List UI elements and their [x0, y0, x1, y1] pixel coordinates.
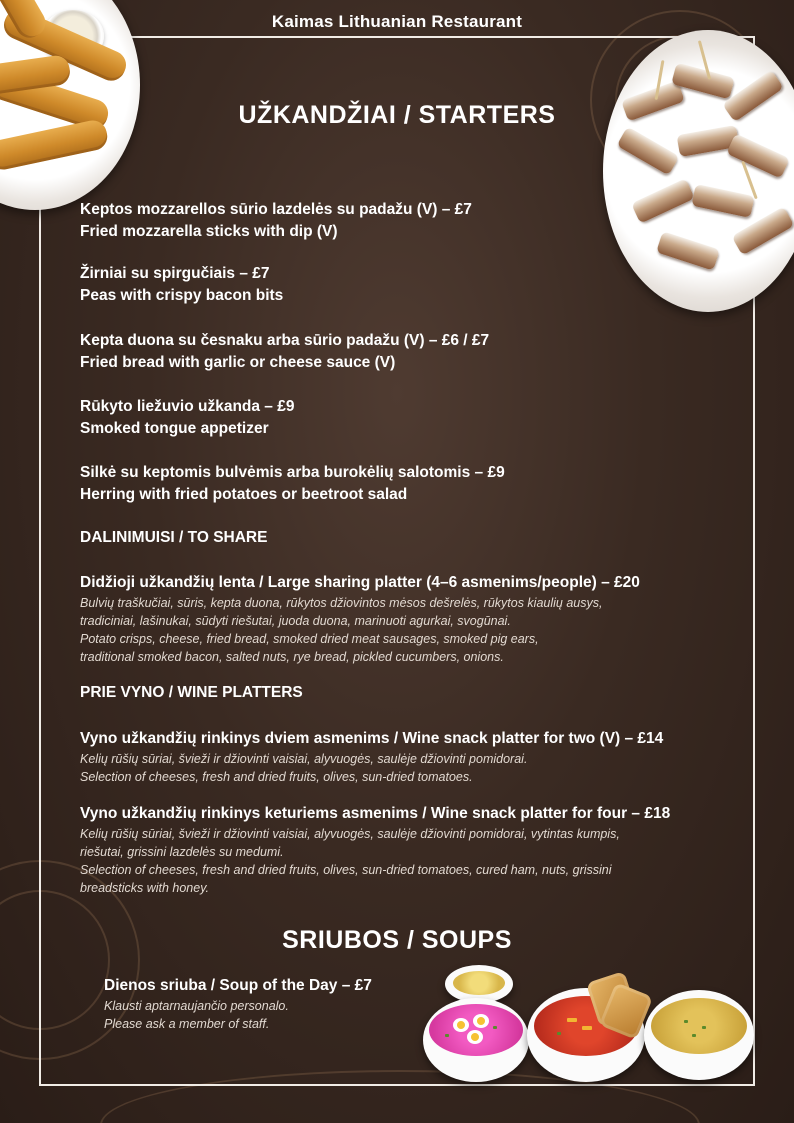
pink-beetroot-soup-image: [423, 998, 529, 1082]
starter-item: [80, 199, 760, 243]
wine-heading: PRIE VYNO / WINE PLATTERS: [80, 684, 303, 701]
sharing-heading: DALINIMUISI / TO SHARE: [80, 529, 268, 546]
starter-item-en: Smoked tongue appetizer: [80, 420, 269, 437]
sharing-item-desc-line: tradiciniai, lašinukai, sūdyti riešutai, juoda duona, marinuoti agurkai, svogūnai.: [80, 614, 511, 628]
starter-item: [80, 263, 760, 307]
sharing-item: [80, 572, 760, 666]
sharing-item-desc-line: Bulvių traškučiai, sūris, kepta duona, rūkytos džiovintos mėsos dešrelės, rūkytos kiaulių ausys,: [80, 596, 603, 610]
starter-item: [80, 462, 760, 506]
wine-item-desc-line: Selection of cheeses, fresh and dried fruits, olives, sun-dried tomatoes.: [80, 770, 473, 784]
sharing-item-desc-line: traditional smoked bacon, salted nuts, rye bread, pickled cucumbers, onions.: [80, 650, 504, 664]
tongue-slice: [617, 126, 680, 175]
tongue-slice: [726, 133, 790, 178]
potatoes: [453, 971, 505, 995]
herb: [702, 1026, 706, 1029]
starter-item-lt: Silkė su keptomis bulvėmis arba burokėlių salotomis – £9: [80, 464, 505, 481]
wine-item-desc-line: Kelių rūšių sūriai, švieži ir džiovinti vaisiai, alyvuogės, saulėje džiovinti pomidorai.: [80, 752, 528, 766]
herb: [567, 1018, 577, 1022]
starter-item: [80, 396, 760, 440]
pea-soup-image: [644, 990, 754, 1080]
soup-item: [104, 975, 434, 1033]
starter-item-en: Fried bread with garlic or cheese sauce (V): [80, 354, 396, 371]
egg-half: [453, 1018, 469, 1032]
starter-item-en: Peas with crispy bacon bits: [80, 287, 284, 304]
sharing-item-title: Didžioji užkandžių lenta / Large sharing platter (4–6 asmenims/people) – £20: [80, 574, 640, 591]
starter-item-lt: Žirniai su spirgučiais – £7: [80, 265, 270, 282]
wine-item-title: Vyno užkandžių rinkinys dviem asmenims / Wine snack platter for two (V) – £14: [80, 730, 664, 747]
soup-item-desc-line: Please ask a member of staff.: [104, 1017, 270, 1031]
pea-soup: [651, 998, 747, 1054]
dill: [493, 1026, 497, 1029]
egg-half: [473, 1014, 489, 1028]
wine-item-desc-line: breadsticks with honey.: [80, 881, 209, 895]
herb: [684, 1020, 688, 1023]
wine-item-desc-line: Kelių rūšių sūriai, švieži ir džiovinti vaisiai, alyvuogės, saulėje džiovinti pomidorai, vytintas kumpis,: [80, 827, 620, 841]
dill: [445, 1034, 449, 1037]
herb: [582, 1026, 592, 1030]
wine-item-desc-line: riešutai, grissini lazdelės su medumi.: [80, 845, 284, 859]
wine-item-title: Vyno užkandžių rinkinys keturiems asmenims / Wine snack platter for four – £18: [80, 805, 671, 822]
wine-item: [80, 728, 760, 786]
starter-item-lt: Rūkyto liežuvio užkanda – £9: [80, 398, 295, 415]
soups-title: SRIUBOS / SOUPS: [282, 926, 512, 954]
wine-item-desc-line: Selection of cheeses, fresh and dried fruits, olives, sun-dried tomatoes, cured ham, nuts, grissini: [80, 863, 612, 877]
egg-half: [467, 1030, 483, 1044]
starter-item-en: Fried mozzarella sticks with dip (V): [80, 223, 338, 240]
starters-title: UŽKANDŽIAI / STARTERS: [238, 101, 556, 129]
restaurant-name: Kaimas Lithuanian Restaurant: [271, 12, 523, 31]
starter-item-lt: Kepta duona su česnaku arba sūrio padažu (V) – £6 / £7: [80, 332, 490, 349]
starter-item-en: Herring with fried potatoes or beetroot salad: [80, 486, 408, 503]
soup-item-title: Dienos sriuba / Soup of the Day – £7: [104, 977, 372, 994]
starter-item-lt: Keptos mozzarellos sūrio lazdelės su padažu (V) – £7: [80, 201, 472, 218]
wine-item: [80, 803, 760, 897]
herb: [557, 1032, 561, 1035]
starter-item: [80, 330, 760, 374]
herb: [692, 1034, 696, 1037]
sharing-item-desc-line: Potato crisps, cheese, fried bread, smoked dried meat sausages, smoked pig ears,: [80, 632, 539, 646]
soup-item-desc-line: Klausti aptarnaujančio personalo.: [104, 999, 289, 1013]
